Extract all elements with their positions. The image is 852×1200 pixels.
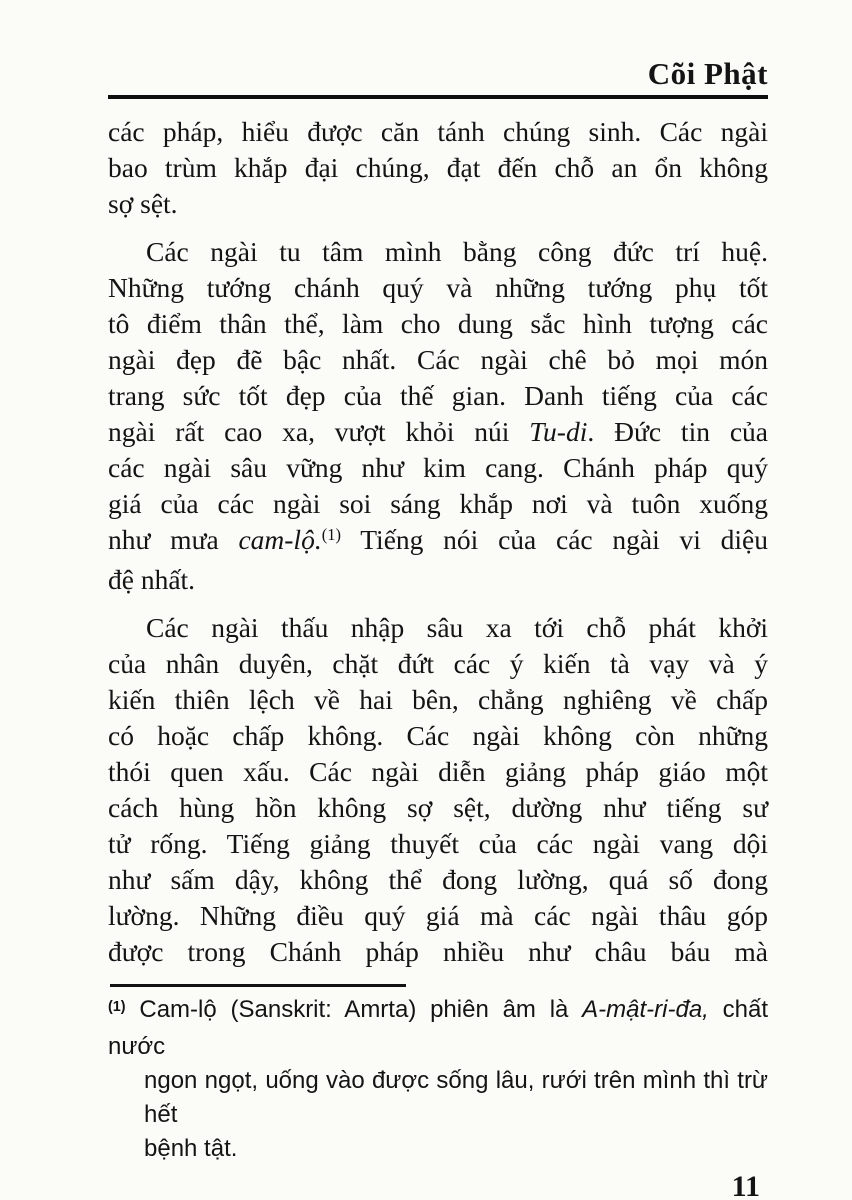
text-line: ngài đẹp đẽ bậc nhất. Các ngài chê bỏ mọi món [108,344,768,375]
text-line: có hoặc chấp không. Các ngài không còn những [108,720,768,751]
paragraph [108,610,768,970]
text-line: Các ngài tu tâm mình bằng công đức trí huệ. [146,236,768,267]
text-line: tử rống. Tiếng giảng thuyết của các ngài vang dội [108,828,768,859]
text-line: như mưa cam-lộ.$^{(1)}$ Tiếng nói của các ngài vi diệu [108,524,769,555]
text-line: thói quen xấu. Các ngài diễn giảng pháp giáo một [108,756,768,787]
text-line: các pháp, hiểu được căn tánh chúng sinh. Các ngài [108,116,768,147]
text-line: Các ngài thấu nhập sâu xa tới chỗ phát khởi [146,612,768,643]
text-line: kiến thiên lệch về hai bên, chẳng nghiêng về chấp [108,684,768,715]
text-line: trang sức tốt đẹp của thế gian. Danh tiếng của các [108,380,768,411]
text-line: giá của các ngài soi sáng khắp nơi và tuôn xuống [108,488,768,519]
footnote-line: $^{(1)}$ Cam-lộ (Sanskrit: Amrta) phiên âm là A-mật-ri-đa, chất nước [108,996,769,1060]
page-content [108,0,768,1200]
paragraph [108,234,768,598]
footnote [108,984,768,1166]
text-line: Những tướng chánh quý và những tướng phụ tốt [108,272,768,303]
header-divider [108,95,768,99]
running-header-title: Cõi Phật [647,56,768,91]
text-line: các ngài sâu vững như kim cang. Chánh pháp quý [108,452,768,483]
text-line: tô điểm thân thể, làm cho dung sắc hình tượng các [108,308,768,339]
text-line: lường. Những điều quý giá mà các ngài thâu góp [108,900,768,931]
text-line: như sấm dậy, không thể đong lường, quá số đong [108,864,768,895]
text-line: bao trùm khắp đại chúng, đạt đến chỗ an ổn không [108,152,768,183]
text-line: của nhân duyên, chặt đứt các ý kiến tà vạy và ý [108,648,768,679]
text-line: sợ sệt. [108,188,178,219]
body-text [108,114,768,970]
text-line: đệ nhất. [108,564,196,595]
footnote-line: ngon ngọt, uống vào được sống lâu, rưới trên mình thì trừ hết [144,1067,768,1128]
text-line: ngài rất cao xa, vượt khỏi núi Tu-di. Đức tin của [108,416,768,447]
footnote-divider [110,984,406,987]
text-line: được trong Chánh pháp nhiều như châu báu mà [108,936,768,967]
page-number: 11 [731,1170,760,1200]
paragraph [108,114,768,222]
text-line: cách hùng hồn không sợ sệt, dường như tiếng sư [108,792,768,823]
footnote-line: bệnh tật. [144,1135,238,1162]
